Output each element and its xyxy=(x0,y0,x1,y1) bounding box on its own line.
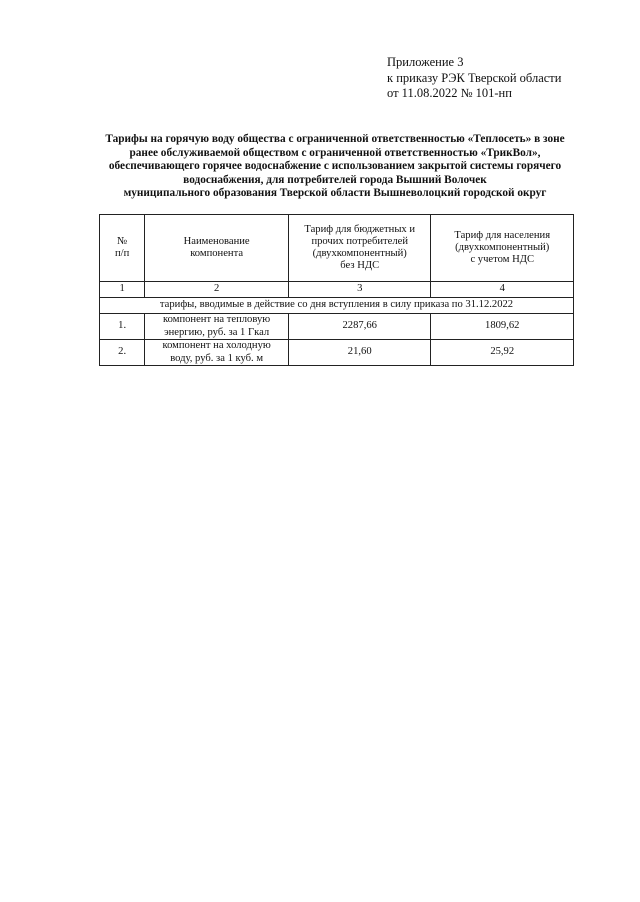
column-number: 2 xyxy=(145,282,289,298)
table-row xyxy=(100,340,574,366)
row-tariff-population: 25,92 xyxy=(431,340,574,366)
row-tariff-budget: 2287,66 xyxy=(288,314,430,340)
table-header-row xyxy=(100,215,574,282)
appendix-order-date: от 11.08.2022 № 101-нп xyxy=(387,86,512,100)
row-component-name: компонент на тепловую энергию, руб. за 1 Гкал xyxy=(145,314,289,340)
row-tariff-budget: 21,60 xyxy=(288,340,430,366)
header-number: № п/п xyxy=(100,215,145,282)
period-label: тарифы, вводимые в действие со дня вступления в силу приказа по 31.12.2022 xyxy=(100,298,574,314)
document-title xyxy=(90,133,580,201)
header-tariff-population: Тариф для населения (двухкомпонентный) с учетом НДС xyxy=(431,215,574,282)
row-number: 2. xyxy=(100,340,145,366)
appendix-number: Приложение 3 xyxy=(387,55,464,69)
title-line: Тарифы на горячую воду общества с ограниченной ответственностью «Теплосеть» в зоне xyxy=(105,133,565,145)
column-number: 4 xyxy=(431,282,574,298)
row-tariff-population: 1809,62 xyxy=(431,314,574,340)
tariff-table xyxy=(99,214,574,366)
title-line: ранее обслуживаемой обществом с ограниченной ответственностью «ТрикВол», xyxy=(129,146,541,159)
period-row xyxy=(100,298,574,314)
appendix-reference xyxy=(387,55,627,102)
column-number-row xyxy=(100,282,574,298)
title-line: обеспечивающего горячее водоснабжение с использованием закрытой системы горячего xyxy=(108,160,562,173)
column-number: 1 xyxy=(100,282,145,298)
title-line: водоснабжения, для потребителей города Вышний Волочек xyxy=(183,173,487,186)
row-number: 1. xyxy=(100,314,145,340)
row-component-name: компонент на холодную воду, руб. за 1 куб. м xyxy=(145,340,289,366)
table-row xyxy=(100,314,574,340)
column-number: 3 xyxy=(288,282,430,298)
appendix-order-ref: к приказу РЭК Тверской области xyxy=(387,70,562,85)
header-component-name: Наименование компонента xyxy=(145,215,289,282)
title-line: муниципального образования Тверской области Вышневолоцкий городской округ xyxy=(123,187,547,200)
header-tariff-budget: Тариф для бюджетных и прочих потребителей (двухкомпонентный) без НДС xyxy=(288,215,430,282)
